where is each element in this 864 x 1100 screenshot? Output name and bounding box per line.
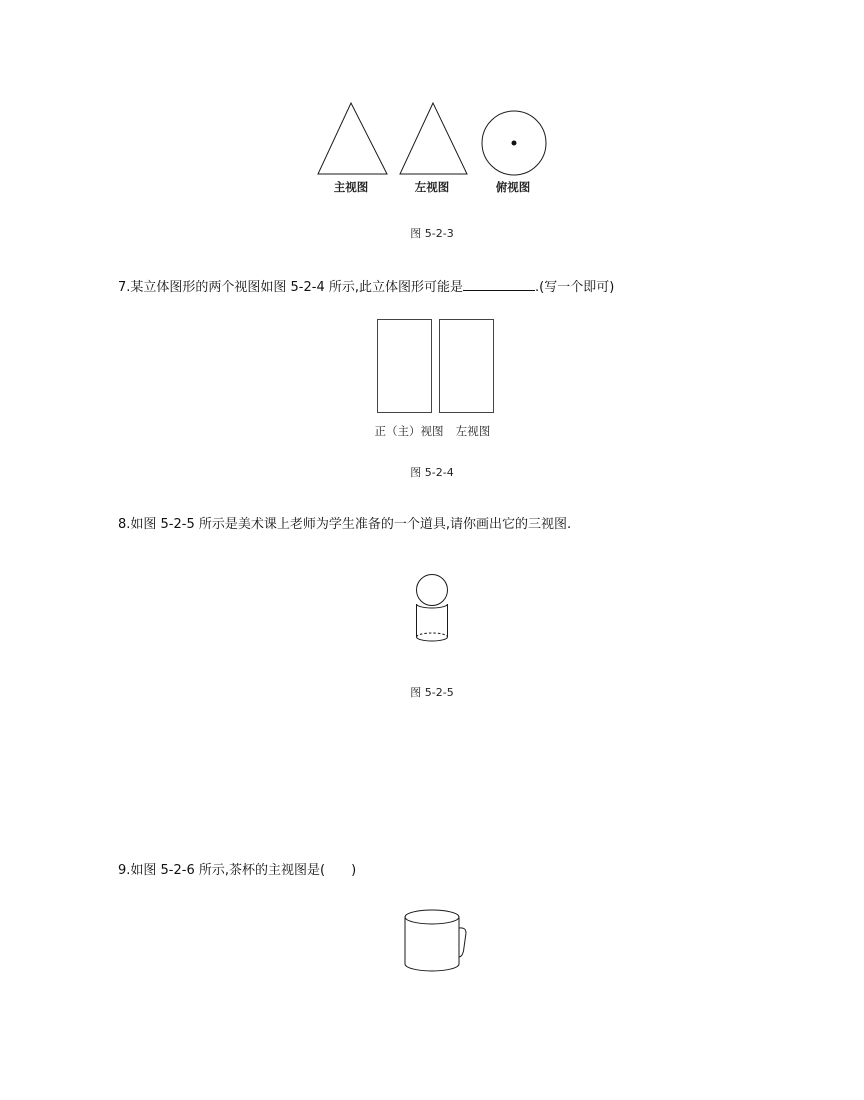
left-view-triangle bbox=[400, 103, 467, 174]
question-7-text: 7.某立体图形的两个视图如图 5-2-4 所示,此立体图形可能是 bbox=[118, 280, 463, 295]
left-view-rectangle bbox=[440, 320, 494, 413]
figure-5-2-4 bbox=[378, 320, 494, 413]
label-left-view-2: 左视图 bbox=[455, 424, 491, 438]
answer-blank bbox=[463, 278, 535, 291]
figure-5-2-3 bbox=[318, 103, 546, 175]
cylinder-bottom-hidden-arc bbox=[417, 633, 448, 637]
figure-5-2-6-tea-cup bbox=[405, 910, 466, 971]
top-view-circle bbox=[482, 111, 546, 175]
front-view-triangle bbox=[318, 103, 387, 174]
question-7 bbox=[118, 278, 614, 295]
caption-figure-5-2-5: 图 5-2-5 bbox=[410, 686, 454, 699]
cup-rim bbox=[405, 910, 459, 924]
label-top-view: 俯视图 bbox=[495, 180, 531, 194]
question-8 bbox=[118, 517, 571, 532]
label-front-main-view: 正（主）视图 bbox=[374, 424, 444, 438]
cup-handle bbox=[459, 928, 466, 957]
cup-bottom-arc bbox=[405, 964, 459, 971]
figure-5-2-5 bbox=[417, 575, 448, 641]
question-7-note: .(写一个即可) bbox=[535, 280, 615, 295]
question-9 bbox=[118, 863, 356, 878]
question-8-text: 8.如图 5-2-5 所示是美术课上老师为学生准备的一个道具,请你画出它的三视图. bbox=[118, 517, 572, 532]
label-left-view: 左视图 bbox=[414, 180, 450, 194]
cylinder-bottom-front-arc bbox=[417, 637, 448, 641]
front-view-rectangle bbox=[378, 320, 432, 413]
sphere bbox=[417, 575, 448, 606]
cylinder-top-front-arc bbox=[417, 604, 448, 608]
label-front-view: 主视图 bbox=[333, 180, 369, 194]
top-view-center-dot bbox=[512, 141, 517, 146]
caption-figure-5-2-3: 图 5-2-3 bbox=[410, 227, 454, 240]
caption-figure-5-2-4: 图 5-2-4 bbox=[410, 466, 454, 479]
question-9-text: 9.如图 5-2-6 所示,茶杯的主视图是( ) bbox=[118, 863, 357, 878]
